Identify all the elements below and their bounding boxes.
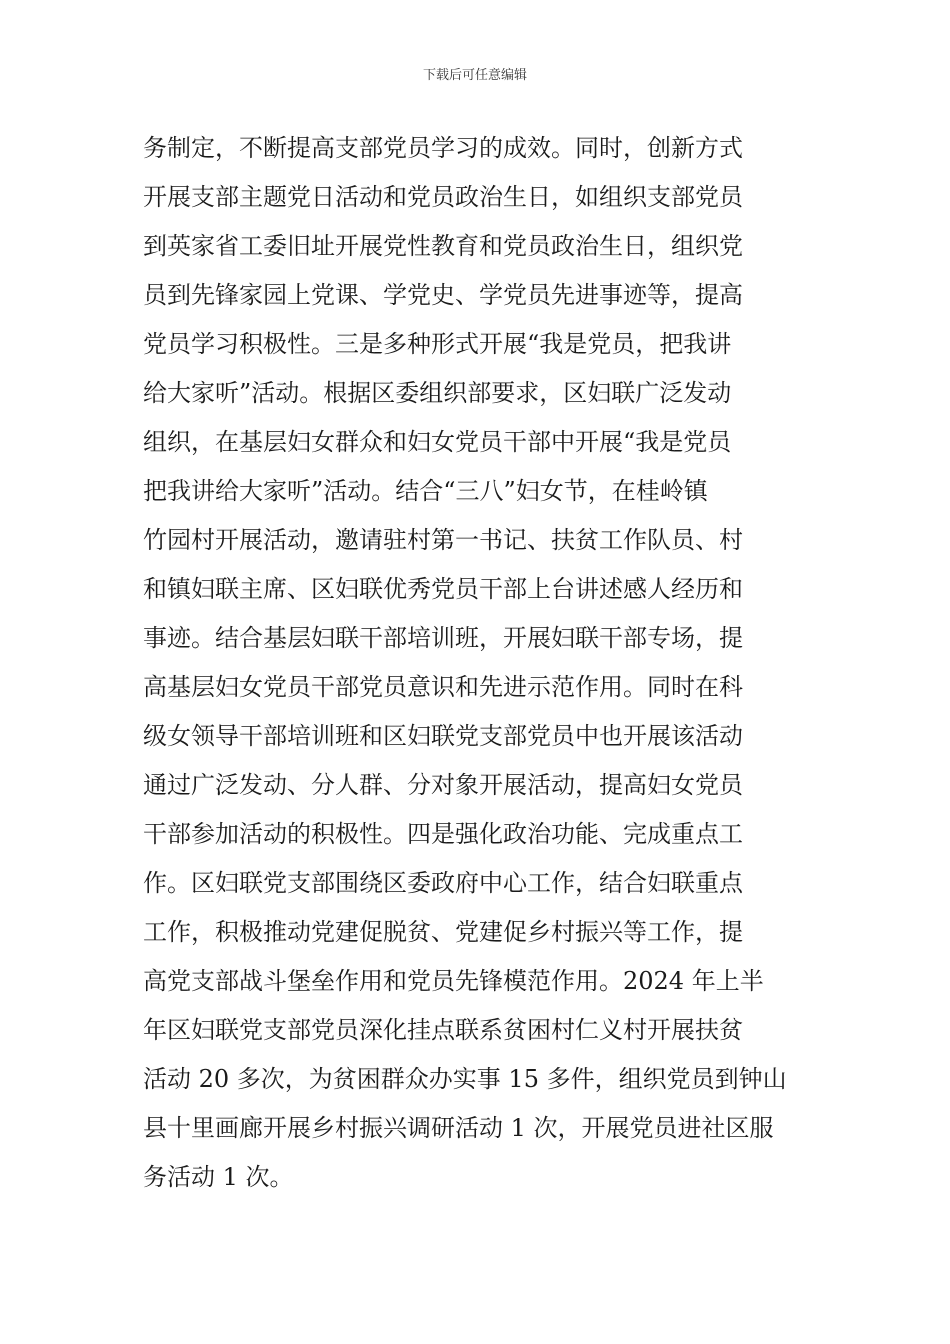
page-header: 下载后可任意编辑 xyxy=(422,68,527,83)
text-line: 员到先锋家园上党课、学党史、学党员先进事迹等，提高 xyxy=(143,281,743,309)
text-line: 干部参加活动的积极性。四是强化政治功能、完成重点工 xyxy=(143,820,743,848)
text-line: 组织，在基层妇女群众和妇女党员干部中开展“我是党员 xyxy=(143,428,732,456)
text-line: 务制定，不断提高支部党员学习的成效。同时，创新方式 xyxy=(143,134,743,162)
text-line: 通过广泛发动、分人群、分对象开展活动，提高妇女党员 xyxy=(143,771,743,799)
text-line: 年区妇联党支部党员深化挂点联系贫困村仁义村开展扶贫 xyxy=(143,1016,743,1044)
text-line: 开展支部主题党日活动和党员政治生日，如组织支部党员 xyxy=(143,183,743,211)
text-line: 务活动 1 次。 xyxy=(143,1163,294,1191)
text-line: 事迹。结合基层妇联干部培训班，开展妇联干部专场，提 xyxy=(143,624,743,652)
text-line: 高党支部战斗堡垒作用和党员先锋模范作用。2024 年上半 xyxy=(143,967,764,995)
body-paragraph xyxy=(143,124,808,1202)
text-line: 到英家省工委旧址开展党性教育和党员政治生日，组织党 xyxy=(143,232,743,260)
text-line: 高基层妇女党员干部党员意识和先进示范作用。同时在科 xyxy=(143,673,743,701)
text-line: 级女领导干部培训班和区妇联党支部党员中也开展该活动 xyxy=(143,722,743,750)
text-line: 县十里画廊开展乡村振兴调研活动 1 次，开展党员进社区服 xyxy=(143,1114,774,1142)
text-line: 作。区妇联党支部围绕区委政府中心工作，结合妇联重点 xyxy=(143,869,743,897)
text-line: 竹园村开展活动，邀请驻村第一书记、扶贫工作队员、村 xyxy=(143,526,743,554)
text-line: 和镇妇联主席、区妇联优秀党员干部上台讲述感人经历和 xyxy=(143,575,743,603)
text-line: 工作，积极推动党建促脱贫、党建促乡村振兴等工作，提 xyxy=(143,918,743,946)
text-line: 活动 20 多次，为贫困群众办实事 15 多件，组织党员到钟山 xyxy=(143,1065,787,1093)
text-line: 把我讲给大家听”活动。结合“三八”妇女节，在桂岭镇 xyxy=(143,477,708,505)
text-line: 给大家听”活动。根据区委组织部要求，区妇联广泛发动 xyxy=(143,379,732,407)
text-line: 党员学习积极性。三是多种形式开展“我是党员，把我讲 xyxy=(143,330,732,358)
